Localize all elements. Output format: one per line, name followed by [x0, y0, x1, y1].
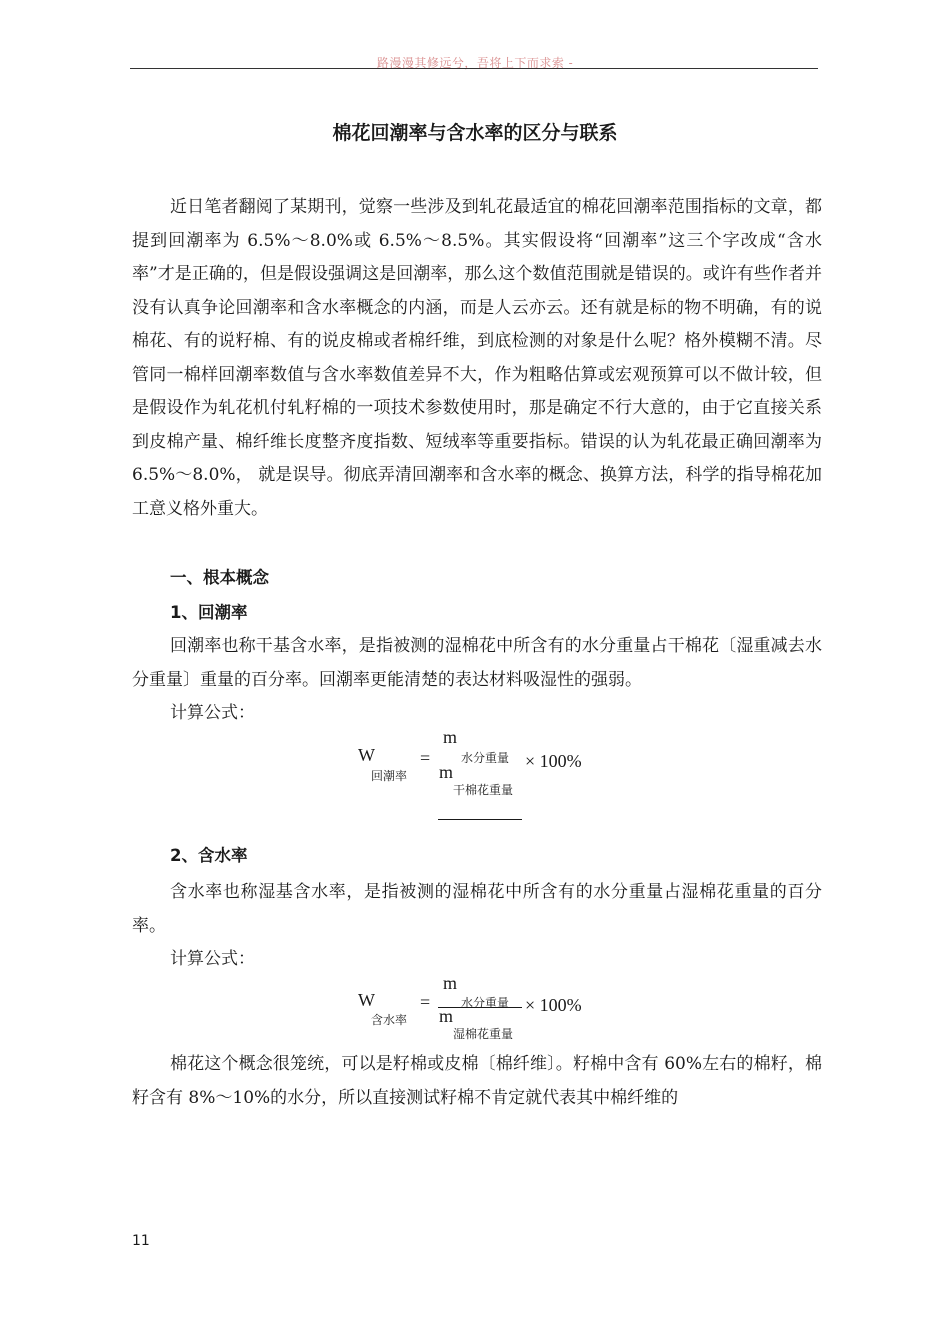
formula-1-denominator: m [439, 762, 454, 782]
formula-1-numerator-subscript: 水分重量 [461, 751, 510, 765]
formula-2-equals: = [420, 992, 431, 1012]
formula-1-equals: = [420, 748, 431, 768]
formula-2-multiplier: × 100% [525, 995, 582, 1015]
subsection-2-definition: 含水率也称湿基含水率，是指被测的湿棉花中所含有的水分重量占湿棉花重量的百分率。 [132, 882, 822, 936]
document-title: 棉花回潮率与含水率的区分与联系 [332, 122, 618, 144]
formula-2-lhs: W [358, 990, 375, 1010]
formula-2-numerator-subscript: 水分重量 [461, 996, 510, 1010]
intro-paragraph: 近日笔者翻阅了某期刊，觉察一些涉及到轧花最适宜的棉花回潮率范围指标的文章，都提到回潮率为 6.5%～8.0%或 6.5%～8.5%。其实假设将“回潮率”这三个字改成“含水率”才是正确的，但是假设强调这是回潮率，那么这个数值范围就是错误的。或许有些作者并没有认真争论回潮率和含水率概念的内涵，而是人云亦云。还有就是标的物不明确，有的说棉花、有的说籽棉、有的说皮棉或者棉纤维，到底检测的对象是什么呢？格外模糊不清。尽管同一棉样回潮率数值与含水率数值差异不大，作为粗略估算或宏观预算可以不做计较，但是假设作为轧花机付轧籽棉的一项技术参数使用时，那是确定不行大意的，由于它直接关系到皮棉产量、棉纤维长度整齐度指数、短绒率等重要指标。错误的认为轧花最正确回潮率为 6.5%～8.0%， 就是误导。彻底弄清回潮率和含水率的概念、换算方法，科学的指导棉花加工意义格外重大。 [132, 197, 822, 519]
header-rule [130, 68, 818, 69]
formula-2-denominator: m [439, 1006, 454, 1026]
section-heading: 一、根本概念 [170, 568, 269, 587]
subsection-2-heading: 2、含水率 [170, 846, 248, 865]
formula-label-1: 计算公式： [170, 703, 255, 723]
page-number: 11 [132, 1233, 150, 1249]
formula-1-fraction-bar [438, 819, 522, 820]
formula-1-denominator-subscript: 干棉花重量 [453, 783, 514, 797]
formula-1-lhs-subscript: 回潮率 [371, 769, 408, 783]
running-header: 路漫漫其修远兮，吾将上下而求索 - [376, 56, 574, 70]
formula-1-multiplier: × 100% [525, 751, 582, 771]
formula-1-lhs: W [358, 745, 375, 765]
formula-2-denominator-subscript: 湿棉花重量 [453, 1027, 514, 1041]
subsection-1-definition: 回潮率也称干基含水率，是指被测的湿棉花中所含有的水分重量占干棉花〔湿重减去水分重量〕重量的百分率。回潮率更能清楚的表达材料吸湿性的强弱。 [132, 636, 822, 690]
formula-2-lhs-subscript: 含水率 [371, 1013, 408, 1027]
formula-1-numerator: m [443, 727, 458, 747]
closing-paragraph: 棉花这个概念很笼统，可以是籽棉或皮棉〔棉纤维〕。籽棉中含有 60%左右的棉籽，棉籽含有 8%～10%的水分，所以直接测试籽棉不肯定就代表其中棉纤维的 [132, 1054, 822, 1108]
formula-2-numerator: m [443, 973, 458, 993]
formula-label-2: 计算公式： [170, 949, 255, 969]
subsection-1-heading: 1、回潮率 [170, 603, 248, 622]
